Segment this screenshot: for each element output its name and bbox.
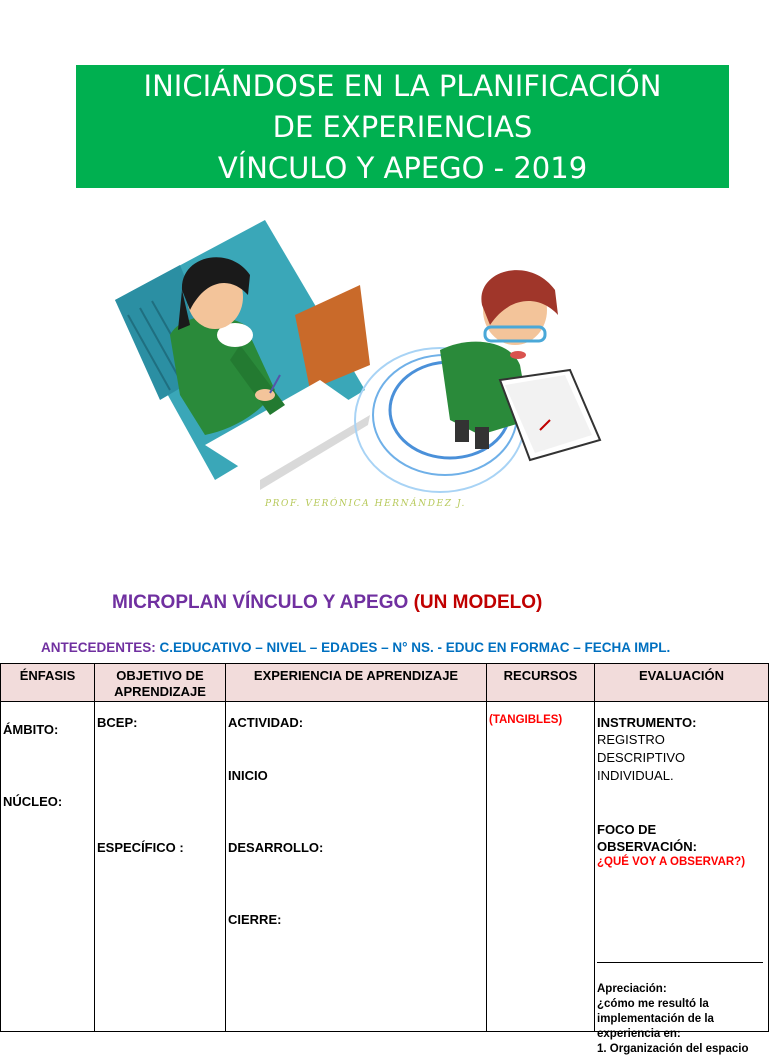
instrumento-line-1: REGISTRO <box>597 732 665 747</box>
bcep-label: BCEP: <box>97 715 138 730</box>
title-banner <box>76 65 729 188</box>
title-line-2: DE EXPERIENCIAS <box>272 110 533 144</box>
cell-experiencia <box>226 702 487 1032</box>
antecedentes-line <box>41 640 670 655</box>
header-evaluacion: EVALUACIÓN <box>595 664 769 702</box>
foco-line-1: FOCO DE <box>597 822 657 837</box>
pregunta-line-1: ¿cómo me resultó la <box>597 998 709 1010</box>
pregunta-line-2: implementación de la <box>597 1013 714 1025</box>
microplan-title-text: MICROPLAN VÍNCULO Y APEGO <box>112 592 409 613</box>
table-header-row <box>1 664 769 702</box>
actividad-label: ACTIVIDAD: <box>228 715 304 730</box>
pregunta-line-3: experiencia en: <box>597 1028 681 1040</box>
evaluation-divider <box>597 962 763 963</box>
instrumento-line-3: INDIVIDUAL. <box>597 768 674 783</box>
header-recursos: RECURSOS <box>487 664 595 702</box>
instrumento-label: INSTRUMENTO: <box>597 715 697 730</box>
microplan-title <box>112 592 542 614</box>
antecedentes-value: C.EDUCATIVO – NIVEL – EDADES – N° NS. - EDUC EN FORMAC – FECHA IMPL. <box>159 640 671 655</box>
header-experiencia: EXPERIENCIA DE APRENDIZAJE <box>226 664 487 702</box>
cell-enfasis <box>1 702 95 1032</box>
nucleo-label: NÚCLEO: <box>3 794 63 809</box>
cierre-label: CIERRE: <box>228 912 282 927</box>
cell-recursos <box>487 702 595 1032</box>
foco-line-2: OBSERVACIÓN: <box>597 839 697 854</box>
evaluation-item-1: 1. Organización del espacio <box>597 1043 749 1055</box>
microplan-table <box>0 663 769 1055</box>
tangibles-label: (TANGIBLES) <box>489 714 563 726</box>
header-enfasis: ÉNFASIS <box>1 664 95 702</box>
table-row <box>1 702 769 1032</box>
apreciacion-label: Apreciación: <box>597 983 667 995</box>
title-line-1: INICIÁNDOSE EN LA PLANIFICACIÓN <box>143 69 662 103</box>
antecedentes-label: ANTECEDENTES: <box>41 640 156 655</box>
cell-evaluacion <box>595 702 769 1055</box>
foco-question: ¿QUÉ VOY A OBSERVAR?) <box>597 856 746 868</box>
clipboard-teacher-illustration <box>355 270 600 492</box>
header-objetivo: OBJETIVO DE APRENDIZAJE <box>95 664 226 702</box>
title-line-3: VÍNCULO Y APEGO - 2019 <box>217 151 588 185</box>
desarrollo-label: DESARROLLO: <box>228 840 324 855</box>
teachers-illustration <box>110 215 610 520</box>
ambito-label: ÁMBITO: <box>3 722 59 737</box>
illustration-credit: PROF. VERÓNICA HERNÁNDEZ J. <box>265 499 466 509</box>
instrumento-line-2: DESCRIPTIVO <box>597 750 686 765</box>
writing-teacher-illustration <box>115 220 370 490</box>
microplan-subtitle: (UN MODELO) <box>413 592 543 613</box>
cell-objetivo <box>95 702 226 1032</box>
especifico-label: ESPECÍFICO : <box>97 840 184 855</box>
inicio-label: INICIO <box>228 768 268 783</box>
